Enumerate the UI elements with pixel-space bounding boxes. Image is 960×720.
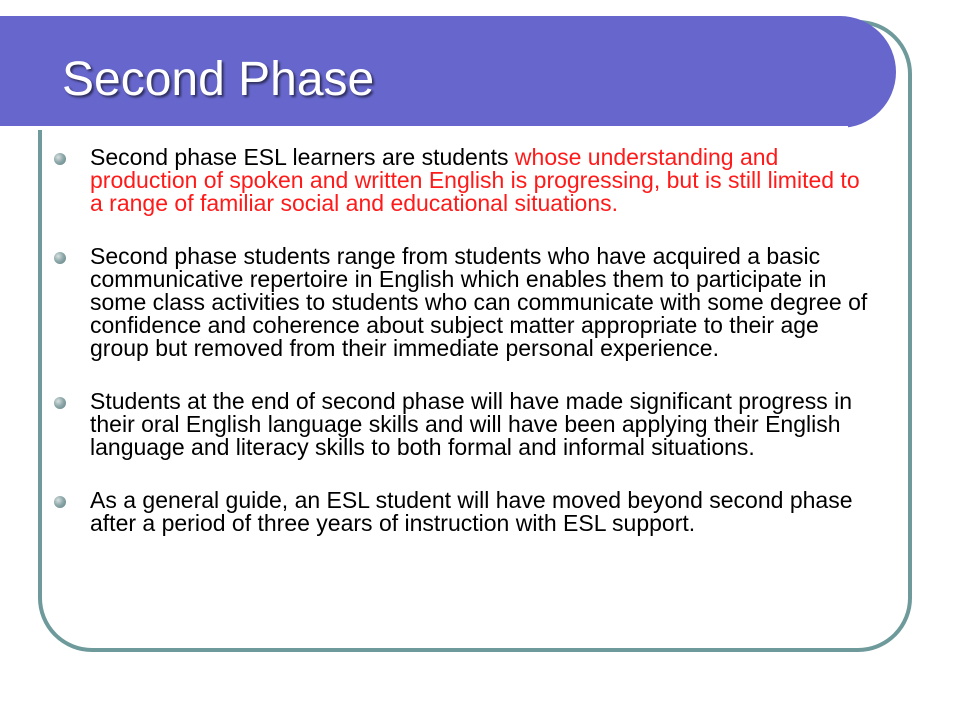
bullet-item — [50, 245, 870, 360]
bullet-item — [50, 489, 870, 535]
bullet-icon — [54, 252, 66, 264]
bullet-item — [50, 146, 870, 215]
bullet-text: Students at the end of second phase will have made significant progress in their oral English language skills and will have been applying their English language and literacy skills to both formal and informal situations. — [90, 388, 853, 460]
bullet-list — [50, 146, 870, 565]
bullet-text: As a general guide, an ESL student will have moved beyond second phase after a period of three years of instruction with ESL support. — [90, 487, 853, 536]
bullet-icon — [54, 496, 66, 508]
bullet-icon — [54, 153, 66, 165]
bullet-text: Second phase students range from students who have acquired a basic communicative repertoire in English which enables them to participate in some class activities to students who can communicate with some degree of confidence and coherence about subject matter appropriate to their age group but removed from their immediate personal experience. — [90, 243, 868, 361]
bullet-text: Second phase ESL learners are students — [90, 144, 515, 170]
title-underline — [0, 126, 848, 130]
bullet-icon — [54, 397, 66, 409]
slide-title: Second Phase — [62, 53, 375, 106]
bullet-highlight-text: whose understanding and production of spoken and written English is progressing, but is still limited to a range of familiar social and educational situations. — [90, 144, 860, 216]
bullet-item — [50, 390, 870, 459]
